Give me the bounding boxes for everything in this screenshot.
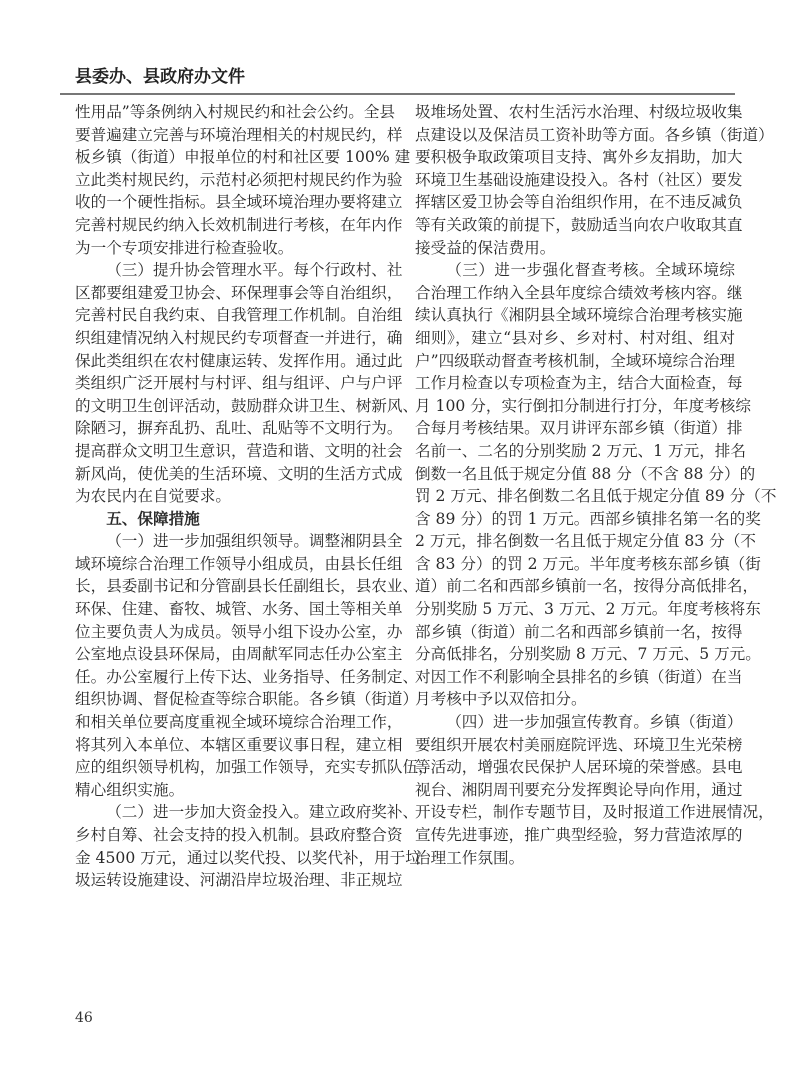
text-line: 板乡镇（街道）申报单位的村和社区要 100% 建 — [75, 148, 411, 167]
paragraph — [75, 530, 434, 801]
text-line: 类组织广泛开展村与村评、组与组评、户与户评 — [75, 374, 403, 393]
text-line: 视台、湘阴周刊要充分发挥舆论导向作用，通过 — [415, 780, 743, 799]
section-heading — [75, 508, 395, 531]
text-line: 立此类村规民约，示范村必须把村规民约作为验 — [75, 170, 403, 189]
text-line: 除陋习，摒弃乱扔、乱吐、乱贴等不文明行为。 — [75, 419, 403, 438]
text-line: 分别奖励 5 万元、3 万元、2 万元。年度考核将东 — [415, 600, 761, 619]
text-line: 为农民内在自觉要求。 — [75, 487, 231, 506]
text-line: 治理工作氛围。 — [415, 848, 525, 867]
text-line: 织组建情况纳入村规民约专项督查一并进行，确 — [75, 328, 403, 347]
paragraph — [75, 801, 421, 891]
text-line: 应的组织领导机构，加强工作领导，充实专抓队伍， — [75, 758, 434, 777]
left-column — [75, 101, 434, 892]
text-line: 和相关单位要高度重视全域环境综合治理工作， — [75, 713, 403, 732]
text-line: 为一个专项安排进行检查验收。 — [75, 238, 294, 257]
text-line: 位主要负责人为成员。领导小组下设办公室，办 — [75, 622, 403, 641]
right-column — [415, 101, 777, 869]
text-line: 接受益的保洁费用。 — [415, 238, 556, 257]
text-line: 将其列入本单位、本辖区重要议事日程，建立相 — [75, 735, 403, 754]
text-line: （二）进一步加大资金投入。建立政府奖补、 — [106, 803, 419, 822]
paragraph — [415, 259, 777, 711]
text-line: 户”四级联动督查考核机制，全域环境综合治理 — [415, 351, 735, 370]
text-line: 等活动，增强农民保护人居环境的荣誉感。县电 — [415, 758, 743, 777]
text-line: 性用品”等条例纳入村规民约和社会公约。全县 — [75, 103, 395, 121]
paragraph — [75, 259, 419, 508]
text-line: 环保、住建、畜牧、城管、水务、国土等相关单 — [75, 600, 403, 619]
text-line: 组织协调、督促检查等综合职能。各乡镇（街道） — [75, 690, 419, 709]
text-line: 完善村民自我约束、自我管理工作机制。自治组 — [75, 306, 403, 325]
text-line: 开设专栏，制作专题节目，及时报道工作进展情况， — [415, 803, 774, 822]
page-number: 46 — [75, 1010, 93, 1026]
text-line: 工作月检查以专项检查为主，结合大面检查，每 — [415, 374, 743, 393]
text-line: 精心组织实施。 — [75, 780, 185, 799]
paragraph — [75, 101, 411, 259]
text-line: 要积极争取政策项目支持、寓外乡友捐助，加大 — [415, 148, 743, 167]
header-rule — [60, 93, 735, 95]
text-line: 分高低排名，分别奖励 8 万元、7 万元、5 万元。 — [415, 645, 761, 664]
text-line: 名前一、二名的分别奖励 2 万元、1 万元，排名 — [415, 441, 746, 460]
text-line: 提高群众文明卫生意识，营造和谐、文明的社会 — [75, 441, 403, 460]
text-line: （三）进一步强化督查考核。全域环境综 — [446, 261, 735, 280]
text-line: 含 83 分）的罚 2 万元。半年度考核东部乡镇（街 — [415, 554, 761, 573]
text-line: 宣传先进事迹，推广典型经验，努力营造浓厚的 — [415, 826, 743, 844]
text-line: 圾堆场处置、农村生活污水治理、村级垃圾收集 — [415, 103, 743, 121]
running-header-title: 县委办、县政府办文件 — [75, 67, 245, 87]
text-line: 罚 2 万元、排名倒数二名且低于规定分值 89 分（不 — [415, 487, 777, 506]
text-line: 合治理工作纳入全县年度综合绩效考核内容。继 — [415, 283, 743, 302]
text-line: 圾运转设施建设、河湖沿岸垃圾治理、非正规垃 — [75, 871, 403, 890]
text-line: 倒数一名且低于规定分值 88 分（不含 88 分）的 — [415, 464, 756, 483]
text-line: 新风尚，使优美的生活环境、文明的生活方式成 — [75, 464, 403, 483]
text-line: 挥辖区爱卫协会等自治组织作用，在不违反减负 — [415, 193, 743, 212]
heading-text: 五、保障措施 — [106, 509, 200, 528]
text-line: 要普遍建立完善与环境治理相关的村规民约，样 — [75, 125, 403, 144]
text-line: 保此类组织在农村健康运转、发挥作用。通过此 — [75, 351, 403, 370]
text-line: 等有关政策的前提下，鼓励适当向农户收取其直 — [415, 215, 743, 234]
paragraph — [415, 101, 774, 259]
text-line: 月考核中予以双倍扣分。 — [415, 690, 587, 709]
text-line: 对因工作不利影响全县排名的乡镇（街道）在当 — [415, 667, 743, 686]
text-line: 环境卫生基础设施建设投入。各村（社区）要发 — [415, 170, 743, 189]
paragraph — [415, 711, 774, 869]
text-line: （三）提升协会管理水平。每个行政村、社 — [106, 261, 403, 280]
text-line: 要组织开展农村美丽庭院评选、环境卫生光荣榜 — [415, 735, 743, 754]
text-line: 合每月考核结果。双月讲评东部乡镇（街道）排 — [415, 419, 743, 438]
text-line: 月 100 分，实行倒扣分制进行打分，年度考核综 — [415, 396, 751, 415]
text-line: 含 89 分）的罚 1 万元。西部乡镇排名第一名的奖 — [415, 509, 761, 528]
text-line: 金 4500 万元，通过以奖代投、以奖代补，用于垃 — [75, 848, 421, 867]
text-line: 区都要组建爱卫协会、环保理事会等自治组织， — [75, 283, 403, 302]
text-line: 点建设以及保洁员工资补助等方面。各乡镇（街道） — [415, 125, 774, 144]
text-line: 完善村规民约纳入长效机制进行考核，在年内作 — [75, 215, 403, 234]
text-line: （一）进一步加强组织领导。调整湘阴县全 — [106, 532, 403, 551]
text-line: 长，县委副书记和分管副县长任副组长，县农业、 — [75, 577, 419, 596]
text-line: 部乡镇（街道）前二名和西部乡镇前一名，按得 — [415, 622, 743, 641]
text-line: 乡村自筹、社会支持的投入机制。县政府整合资 — [75, 826, 403, 844]
text-line: 道）前二名和西部乡镇前一名，按得分高低排名， — [415, 577, 759, 596]
text-line: 的文明卫生创评活动，鼓励群众讲卫生、树新风、 — [75, 396, 419, 415]
text-line: 公室地点设县环保局，由周献军同志任办公室主 — [75, 645, 403, 664]
text-line: 细则》，建立“县对乡、乡对村、村对组、组对 — [415, 328, 735, 347]
text-line: 2 万元，排名倒数一名且低于规定分值 83 分（不 — [415, 532, 756, 551]
text-line: 域环境综合治理工作领导小组成员，由县长任组 — [75, 554, 403, 573]
text-line: 任。办公室履行上传下达、业务指导、任务制定、 — [75, 667, 419, 686]
text-line: 续认真执行《湘阴县全域环境综合治理考核实施 — [415, 306, 743, 325]
text-line: 收的一个硬性指标。县全域环境治理办要将建立 — [75, 193, 403, 212]
text-line: （四）进一步加强宣传教育。乡镇（街道） — [446, 713, 743, 732]
